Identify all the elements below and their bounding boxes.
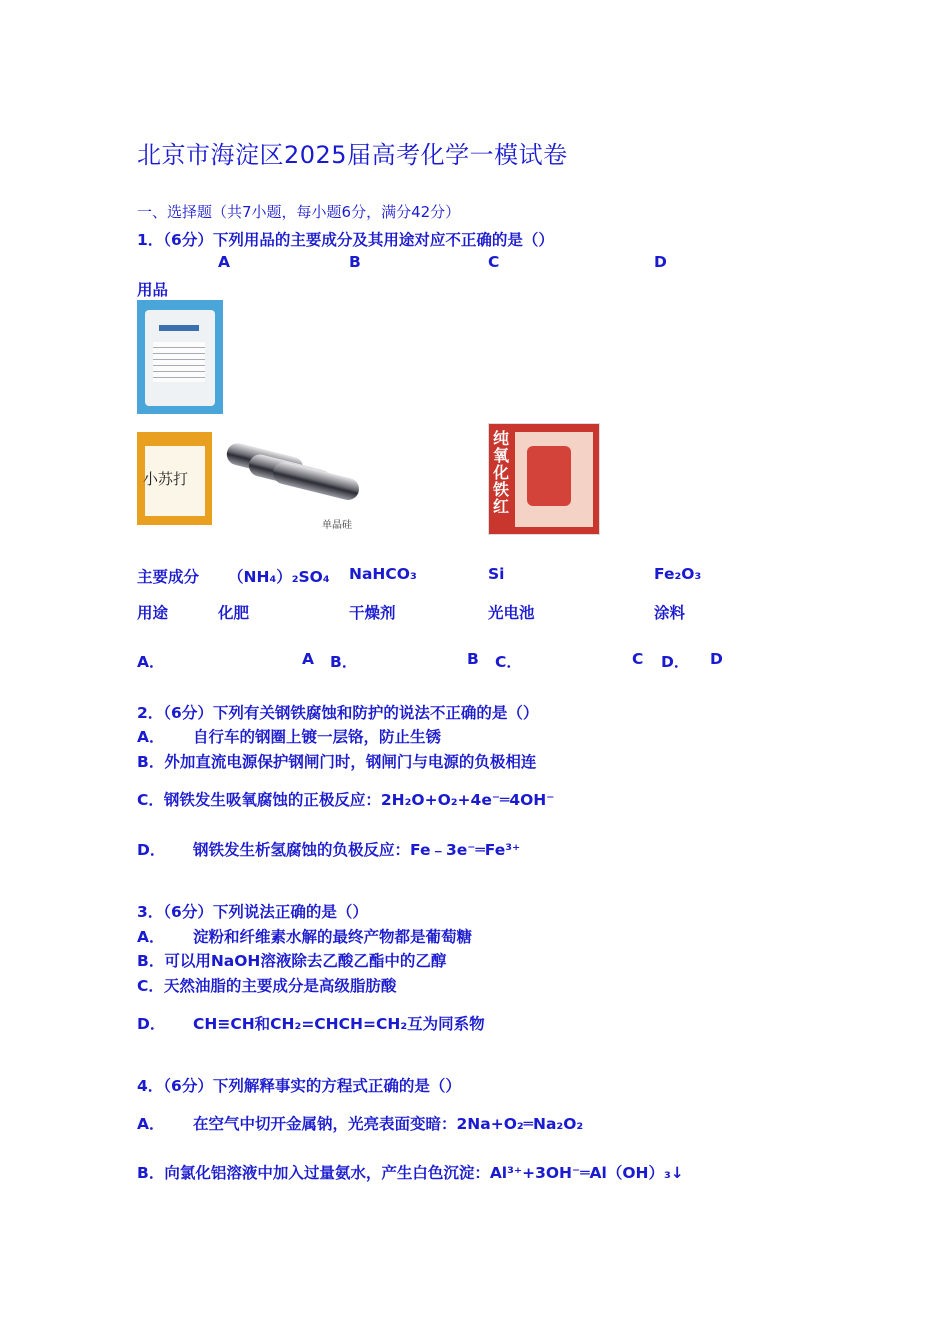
page-title: 北京市海淀区2025届高考化学一模试卷 [137,141,568,169]
q1-use-b: 干燥剂 [349,604,396,622]
q1-comp-b: NaHCO₃ [349,565,417,583]
silicon-caption: 单晶硅 [322,520,352,531]
baking-soda-label: 小苏打 [143,470,189,488]
ammonium-sulfate-bag-image [137,300,223,414]
q2-option-c: C．钢铁发生吸氧腐蚀的正极反应：2H₂O+O₂+4e⁻═4OH⁻ [137,791,555,809]
iron-oxide-box-image [488,423,600,535]
q3-option-b: B．可以用NaOH溶液除去乙酸乙酯中的乙醇 [137,952,447,970]
baking-soda-image [137,432,212,525]
q1-option-d-label: D． [661,653,690,671]
q1-option-b-value: B [467,650,479,668]
q4-option-a-label: A． [137,1115,165,1133]
q1-col-d: D [654,253,667,271]
q3-option-a-label: A． [137,928,165,946]
q3-option-d: CH≡CH和CH₂=CHCH=CH₂互为同系物 [193,1015,485,1033]
q1-row-item: 用品 [137,281,169,299]
q1-option-a-value: A [302,650,314,668]
q1-comp-c: Si [488,565,505,583]
q2-option-a-label: A． [137,728,165,746]
q2-option-b: B．外加直流电源保护钢闸门时，钢闸门与电源的负极相连 [137,753,537,771]
q3-option-c: C．天然油脂的主要成分是高级脂肪酸 [137,977,397,995]
q4-option-a: 在空气中切开金属钠，光亮表面变暗：2Na+O₂═Na₂O₂ [193,1115,584,1133]
q1-comp-d: Fe₂O₃ [654,565,702,583]
q2-stem: 2．（6分）下列有关钢铁腐蚀和防护的说法不正确的是（） [137,704,539,722]
q1-row-use: 用途 [137,604,169,622]
q1-use-c: 光电池 [488,604,535,622]
q1-option-c-label: C． [495,653,522,671]
q1-col-c: C [488,253,500,271]
q3-stem: 3．（6分）下列说法正确的是（） [137,903,368,921]
q4-stem: 4．（6分）下列解释事实的方程式正确的是（） [137,1077,461,1095]
q2-option-a: 自行车的钢圈上镀一层铬，防止生锈 [193,728,442,746]
q1-col-b: B [349,253,361,271]
q1-option-d-value: D [710,650,723,668]
q1-use-d: 涂料 [654,604,686,622]
q1-option-c-value: C [632,650,644,668]
q1-use-a: 化肥 [218,604,250,622]
q4-option-b: B．向氯化铝溶液中加入过量氨水，产生白色沉淀：Al³⁺+3OH⁻═Al（OH）₃↓ [137,1164,684,1182]
iron-oxide-box-label: 纯氧化铁红 [493,429,510,516]
q2-option-d: 钢铁发生析氢腐蚀的负极反应：Fe﹣3e⁻═Fe³⁺ [193,841,521,859]
q3-option-a: 淀粉和纤维素水解的最终产物都是葡萄糖 [193,928,473,946]
q3-option-d-label: D． [137,1015,166,1033]
q1-stem: 1．（6分）下列用品的主要成分及其用途对应不正确的是（） [137,231,554,249]
section-heading: 一、选择题（共7小题，每小题6分，满分42分） [137,203,461,221]
q1-option-a-label: A． [137,653,165,671]
q1-option-b-label: B． [330,653,358,671]
q1-col-a: A [218,253,230,271]
q1-comp-a: （NH₄）₂SO₄ [228,568,330,586]
silicon-rods-image [220,432,368,532]
q2-option-d-label: D． [137,841,166,859]
q1-row-component: 主要成分 [137,568,200,586]
